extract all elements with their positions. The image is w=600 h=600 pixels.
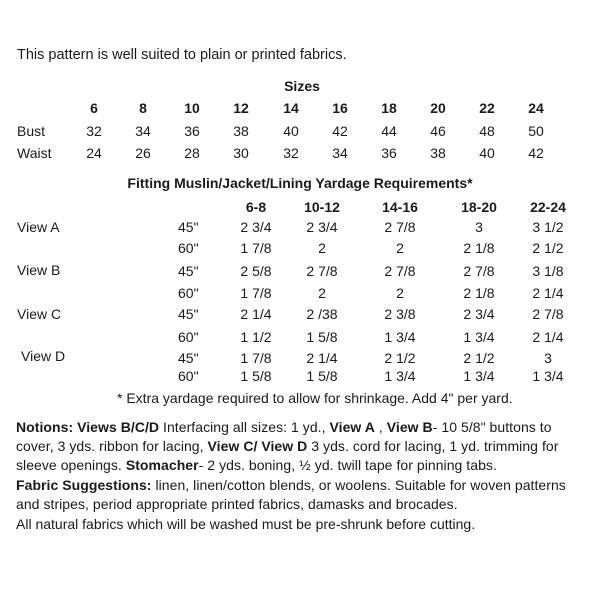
yardage-cell: 2 3/4 — [306, 219, 338, 235]
fabric-width: 45" — [178, 350, 199, 366]
notions-paragraph — [16, 418, 590, 475]
sizes-cell: 30 — [233, 145, 249, 161]
sizes-cell: 32 — [86, 123, 102, 139]
yardage-cell: 2 1/4 — [532, 329, 564, 345]
notions-text: - 10 5/8" buttons to cover, 3 yds. ribbon for lacing, — [16, 419, 552, 454]
sizes-col-header: 18 — [381, 100, 397, 116]
yardage-cell: 2 — [318, 285, 326, 301]
yardage-cell: 1 3/4 — [463, 368, 495, 384]
sizes-cell: 34 — [332, 145, 348, 161]
sizes-cell: 36 — [184, 123, 200, 139]
fabric-width: 45" — [178, 306, 199, 322]
yardage-cell: 2 /38 — [306, 306, 338, 322]
yardage-cell: 2 1/2 — [532, 240, 564, 256]
notions-label: Notions: Views B/C/D — [16, 419, 160, 435]
view-cd-label: View C/ View D — [207, 438, 308, 454]
sizes-cell: 50 — [528, 123, 544, 139]
yardage-cell: 2 1/2 — [463, 350, 495, 366]
yardage-cell: 3 — [544, 350, 552, 366]
sizes-cell: 34 — [135, 123, 151, 139]
intro-text: This pattern is well suited to plain or printed fabrics. — [17, 47, 347, 63]
sizes-cell: 42 — [332, 123, 348, 139]
yardage-col-header: 14-16 — [382, 199, 418, 215]
sizes-col-header: 8 — [139, 100, 147, 116]
yardage-col-header: 10-12 — [304, 199, 340, 215]
notions-text: - 2 yds. boning, ½ yd. twill tape for pinning tabs. — [198, 457, 497, 473]
fabric-width: 60" — [178, 368, 199, 384]
yardage-cell: 1 5/8 — [240, 368, 272, 384]
sizes-cell: 38 — [430, 145, 446, 161]
sizes-cell: 40 — [283, 123, 299, 139]
sizes-col-header: 24 — [528, 100, 544, 116]
sizes-col-header: 10 — [184, 100, 200, 116]
yardage-cell: 3 — [475, 219, 483, 235]
sizes-cell: 24 — [86, 145, 102, 161]
yardage-cell: 2 1/2 — [384, 350, 416, 366]
yardage-title: Fitting Muslin/Jacket/Lining Yardage Requirements* — [127, 175, 473, 191]
fabric-suggestions-label: Fabric Suggestions: — [16, 477, 152, 493]
yardage-cell: 1 5/8 — [306, 329, 338, 345]
yardage-cell: 3 1/8 — [532, 263, 564, 279]
view-label: View C — [17, 306, 62, 322]
sizes-col-header: 22 — [479, 100, 495, 116]
yardage-cell: 2 7/8 — [463, 263, 495, 279]
view-label: View D — [21, 348, 66, 364]
sizes-cell: 28 — [184, 145, 200, 161]
yardage-cell: 2 1/4 — [240, 306, 272, 322]
yardage-cell: 1 7/8 — [240, 285, 272, 301]
sizes-cell: 48 — [479, 123, 495, 139]
yardage-cell: 2 7/8 — [532, 306, 564, 322]
fabric-suggestions-text: linen, linen/cotton blends, or woolens. Suitable for woven patterns and stripes, period appropriate printed fabrics, damasks and brocades. — [16, 477, 566, 512]
sizes-cell: 26 — [135, 145, 151, 161]
yardage-cell: 2 3/4 — [240, 219, 272, 235]
sizes-col-header: 20 — [430, 100, 446, 116]
fabric-suggestions-paragraph — [16, 476, 590, 514]
yardage-cell: 1 3/4 — [532, 368, 564, 384]
yardage-cell: 2 1/4 — [306, 350, 338, 366]
yardage-cell: 2 — [396, 240, 404, 256]
notions-text: , — [374, 419, 387, 435]
notions-text: 3 yds. cord for lacing, 1 yd. trimming for sleeve openings. — [16, 438, 559, 473]
yardage-col-header: 6-8 — [245, 199, 267, 215]
yardage-col-header: 18-20 — [461, 199, 497, 215]
yardage-cell: 2 7/8 — [384, 219, 416, 235]
yardage-cell: 1 7/8 — [240, 350, 272, 366]
yardage-col-header: 22-24 — [530, 199, 566, 215]
view-label: View B — [17, 262, 61, 278]
yardage-cell: 2 — [396, 285, 404, 301]
sizes-col-header: 16 — [332, 100, 348, 116]
yardage-cell: 2 3/8 — [384, 306, 416, 322]
yardage-cell: 2 5/8 — [240, 263, 272, 279]
sizes-col-header: 12 — [233, 100, 249, 116]
sizes-cell: 44 — [381, 123, 397, 139]
fabric-width: 60" — [178, 285, 199, 301]
yardage-cell: 2 1/4 — [532, 285, 564, 301]
sizes-title: Sizes — [284, 78, 320, 94]
stomacher-label: Stomacher — [125, 457, 199, 473]
yardage-cell: 1 7/8 — [240, 240, 272, 256]
yardage-cell: 1 3/4 — [384, 368, 416, 384]
view-b-label: View B — [386, 419, 433, 435]
sizes-col-header: 14 — [283, 100, 299, 116]
sizes-cell: 38 — [233, 123, 249, 139]
yardage-cell: 2 — [318, 240, 326, 256]
yardage-cell: 1 5/8 — [306, 368, 338, 384]
view-a-label: View A — [329, 419, 375, 435]
fabric-width: 45" — [178, 219, 199, 235]
sizes-col-header: 6 — [90, 100, 98, 116]
prewash-note: All natural fabrics which will be washed must be pre-shrunk before cutting. — [16, 516, 476, 532]
notions-text: Interfacing all sizes: 1 yd., — [159, 419, 330, 435]
yardage-cell: 2 1/8 — [463, 240, 495, 256]
sizes-cell: 36 — [381, 145, 397, 161]
yardage-cell: 1 3/4 — [463, 329, 495, 345]
yardage-cell: 2 7/8 — [306, 263, 338, 279]
fabric-width: 60" — [178, 329, 199, 345]
sizes-cell: 32 — [283, 145, 299, 161]
yardage-cell: 1 1/2 — [240, 329, 272, 345]
sizes-cell: 40 — [479, 145, 495, 161]
fabric-width: 60" — [178, 240, 199, 256]
yardage-cell: 1 3/4 — [384, 329, 416, 345]
sizes-row-label: Bust — [17, 123, 46, 139]
yardage-footnote: * Extra yardage required to allow for shrinkage. Add 4" per yard. — [117, 390, 513, 406]
sizes-cell: 46 — [430, 123, 446, 139]
yardage-cell: 2 3/4 — [463, 306, 495, 322]
yardage-cell: 3 1/2 — [532, 219, 564, 235]
yardage-cell: 2 1/8 — [463, 285, 495, 301]
sizes-row-label: Waist — [17, 145, 52, 161]
view-label: View A — [17, 219, 60, 235]
sizes-cell: 42 — [528, 145, 544, 161]
yardage-cell: 2 7/8 — [384, 263, 416, 279]
fabric-width: 45" — [178, 263, 199, 279]
